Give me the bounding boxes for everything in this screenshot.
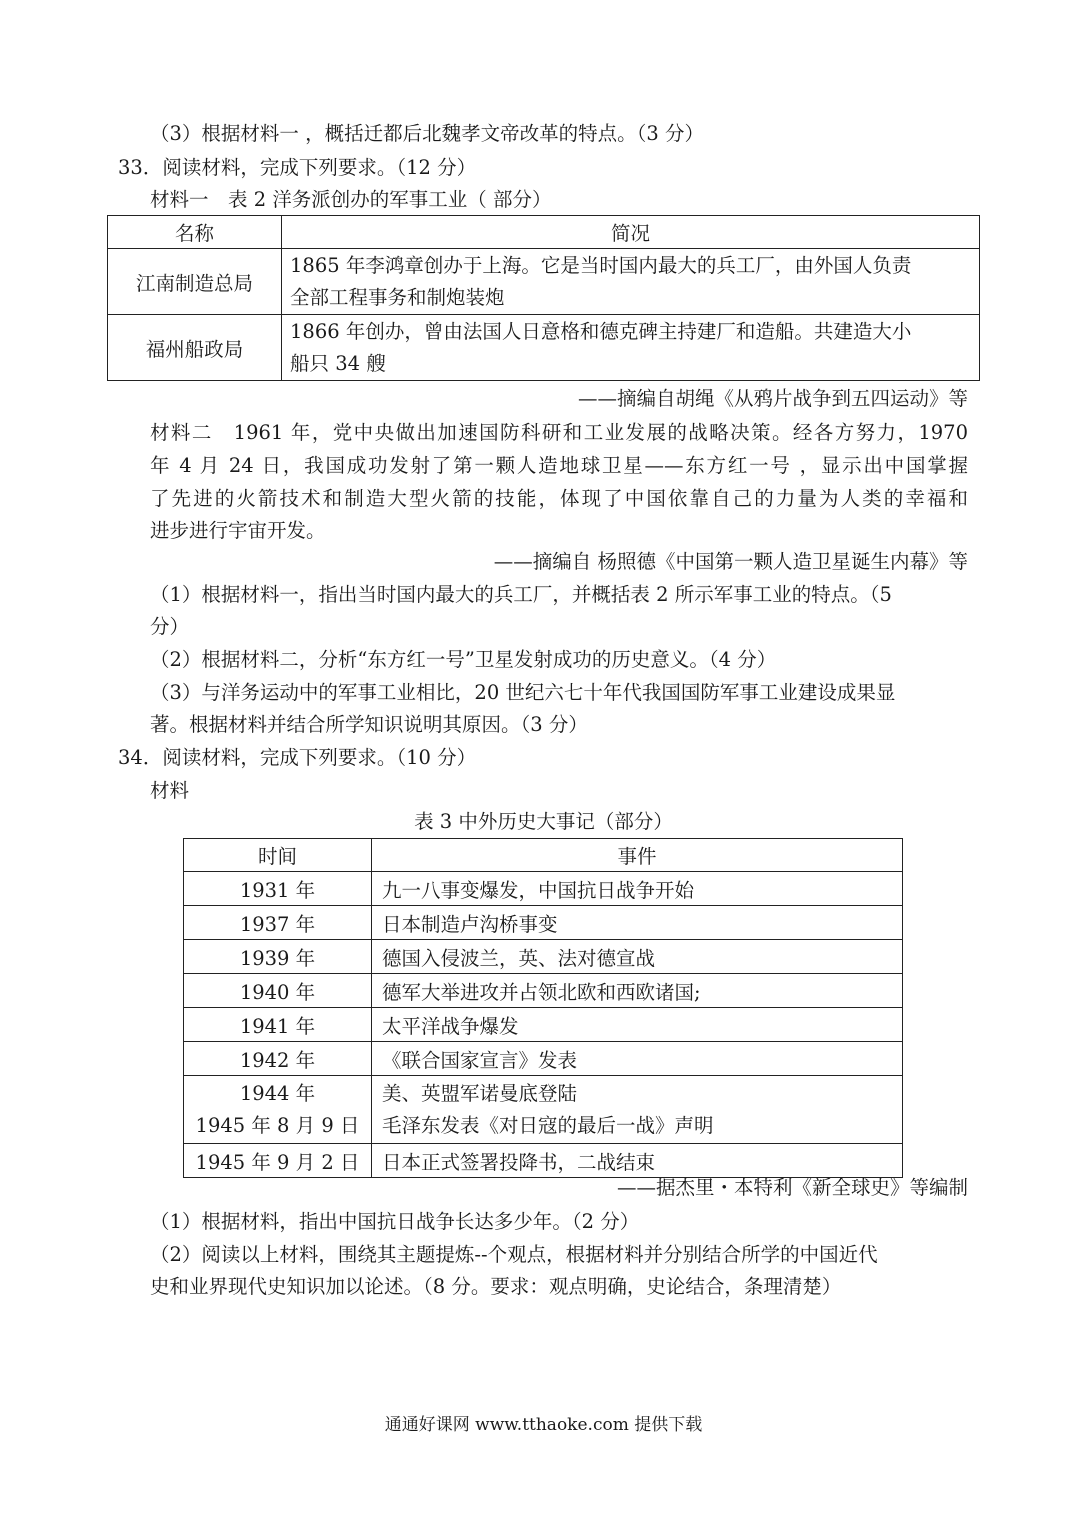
table-3-events [183, 838, 903, 1178]
q33-sub2: （2）根据材料二，分析“东方红一号”卫星发射成功的历史意义。（4 分） [150, 648, 777, 671]
table-row [184, 1144, 903, 1178]
q33-sub3: （3）与洋务运动中的军事工业相比，20 世纪六七十年代我国国防军事工业建设成果显 [150, 681, 896, 704]
q33-sub1-cont: 分） [150, 615, 190, 638]
table-cell-event: 日本正式签署投降书，二战结束 [372, 1144, 903, 1178]
material2-line: 材料二 1961 年，党中央做出加速国防科研和工业发展的战略决策。经各方努力，1970 [150, 421, 968, 444]
question-34-title: 34．阅读材料，完成下列要求。（10 分） [118, 746, 477, 769]
table-row-merged [184, 1076, 903, 1144]
material2-line: 了先进的火箭技术和制造大型火箭的技能，体现了中国依靠自己的力量为人类的幸福和 [150, 487, 968, 510]
table-row [184, 1042, 903, 1076]
table-3-caption: 表 3 中外历史大事记（部分） [414, 810, 673, 833]
table-cell-name: 江南制造总局 [108, 249, 282, 315]
table-header-time: 时间 [184, 839, 372, 872]
table-row [108, 315, 980, 381]
table-cell-time: 1941 年 [184, 1008, 372, 1042]
q33-sub1: （1）根据材料一，指出当时国内最大的兵工厂，并概括表 2 所示军事工业的特点。（5 [150, 583, 892, 606]
event-line: 美、英盟军诺曼底登陆 [382, 1081, 578, 1105]
table-cell-time: 1939 年 [184, 940, 372, 974]
table-row [184, 1008, 903, 1042]
source-citation-3: ——据杰里・本特利《新全球史》等编制 [616, 1176, 968, 1199]
material2-line: 年 4 月 24 日，我国成功发射了第一颗人造地球卫星——东方红一号 ，显示出中国掌握 [150, 454, 968, 477]
summary-line: 船只 34 艘 [290, 351, 386, 375]
table-cell-event [372, 1076, 903, 1144]
table-cell-summary [282, 249, 980, 315]
table-row [184, 906, 903, 940]
table-row [184, 974, 903, 1008]
q33-sub3-cont: 著。根据材料并结合所学知识说明其原因。（3 分） [150, 713, 588, 736]
table-header-summary: 简况 [282, 216, 980, 249]
q34-sub2-cont: 史和业界现代史知识加以论述。（8 分。要求：观点明确，史论结合，条理清楚） [150, 1275, 842, 1298]
material2-line: 进步进行宇宙开发。 [150, 519, 326, 542]
table-cell-event: 《联合国家宣言》发表 [372, 1042, 903, 1076]
table-header-event: 事件 [372, 839, 903, 872]
page-footer: 通通好课网 www.tthaoke.com 提供下载 [384, 1415, 703, 1435]
q34-sub1: （1）根据材料，指出中国抗日战争长达多少年。（2 分） [150, 1210, 640, 1233]
time-line: 1945 年 8 月 9 日 [195, 1113, 360, 1137]
table-header-row [184, 839, 903, 872]
table-cell-event: 太平洋战争爆发 [372, 1008, 903, 1042]
table-cell-summary [282, 315, 980, 381]
table-cell-time: 1942 年 [184, 1042, 372, 1076]
table-cell-time: 1937 年 [184, 906, 372, 940]
material1-caption: 材料一 表 2 洋务派创办的军事工业（ 部分） [150, 188, 552, 211]
summary-line: 1865 年李鸿章创办于上海。它是当时国内最大的兵工厂，由外国人负责 [290, 253, 912, 277]
table-cell-name: 福州船政局 [108, 315, 282, 381]
table-cell-event: 日本制造卢沟桥事变 [372, 906, 903, 940]
table-header-row [108, 216, 980, 249]
table-cell-time: 1940 年 [184, 974, 372, 1008]
question-33-title: 33．阅读材料，完成下列要求。（12 分） [118, 156, 477, 179]
time-line: 1944 年 [239, 1081, 316, 1105]
event-line: 毛泽东发表《对日寇的最后一战》声明 [382, 1113, 714, 1137]
summary-line: 1866 年创办，曾由法国人日意格和德克碑主持建厂和造船。共建造大小 [290, 319, 912, 343]
table-cell-time: 1931 年 [184, 872, 372, 906]
table-cell-time [184, 1076, 372, 1144]
table-cell-event: 九一八事变爆发，中国抗日战争开始 [372, 872, 903, 906]
table-row [184, 872, 903, 906]
q34-sub2: （2）阅读以上材料，围绕其主题提炼--个观点，根据材料并分别结合所学的中国近代 [150, 1243, 878, 1266]
table-cell-event: 德军大举进攻并占领北欧和西欧诸国; [372, 974, 903, 1008]
table-row [108, 249, 980, 315]
material-label: 材料 [150, 779, 190, 802]
summary-line: 全部工程事务和制炮装炮 [290, 285, 505, 309]
table-row [184, 940, 903, 974]
source-citation-1: ——摘编自胡绳《从鸦片战争到五四运动》等 [577, 387, 968, 410]
table-header-name: 名称 [108, 216, 282, 249]
q32-part3: （3）根据材料一 ，概括迁都后北魏孝文帝改革的特点。（3 分） [150, 122, 704, 145]
source-citation-2: ——摘编自 杨照德《中国第一颗人造卫星诞生内幕》等 [493, 550, 968, 573]
table-2-military-industry [107, 215, 980, 381]
table-cell-event: 德国入侵波兰，英、法对德宣战 [372, 940, 903, 974]
table-cell-time: 1945 年 9 月 2 日 [184, 1144, 372, 1178]
